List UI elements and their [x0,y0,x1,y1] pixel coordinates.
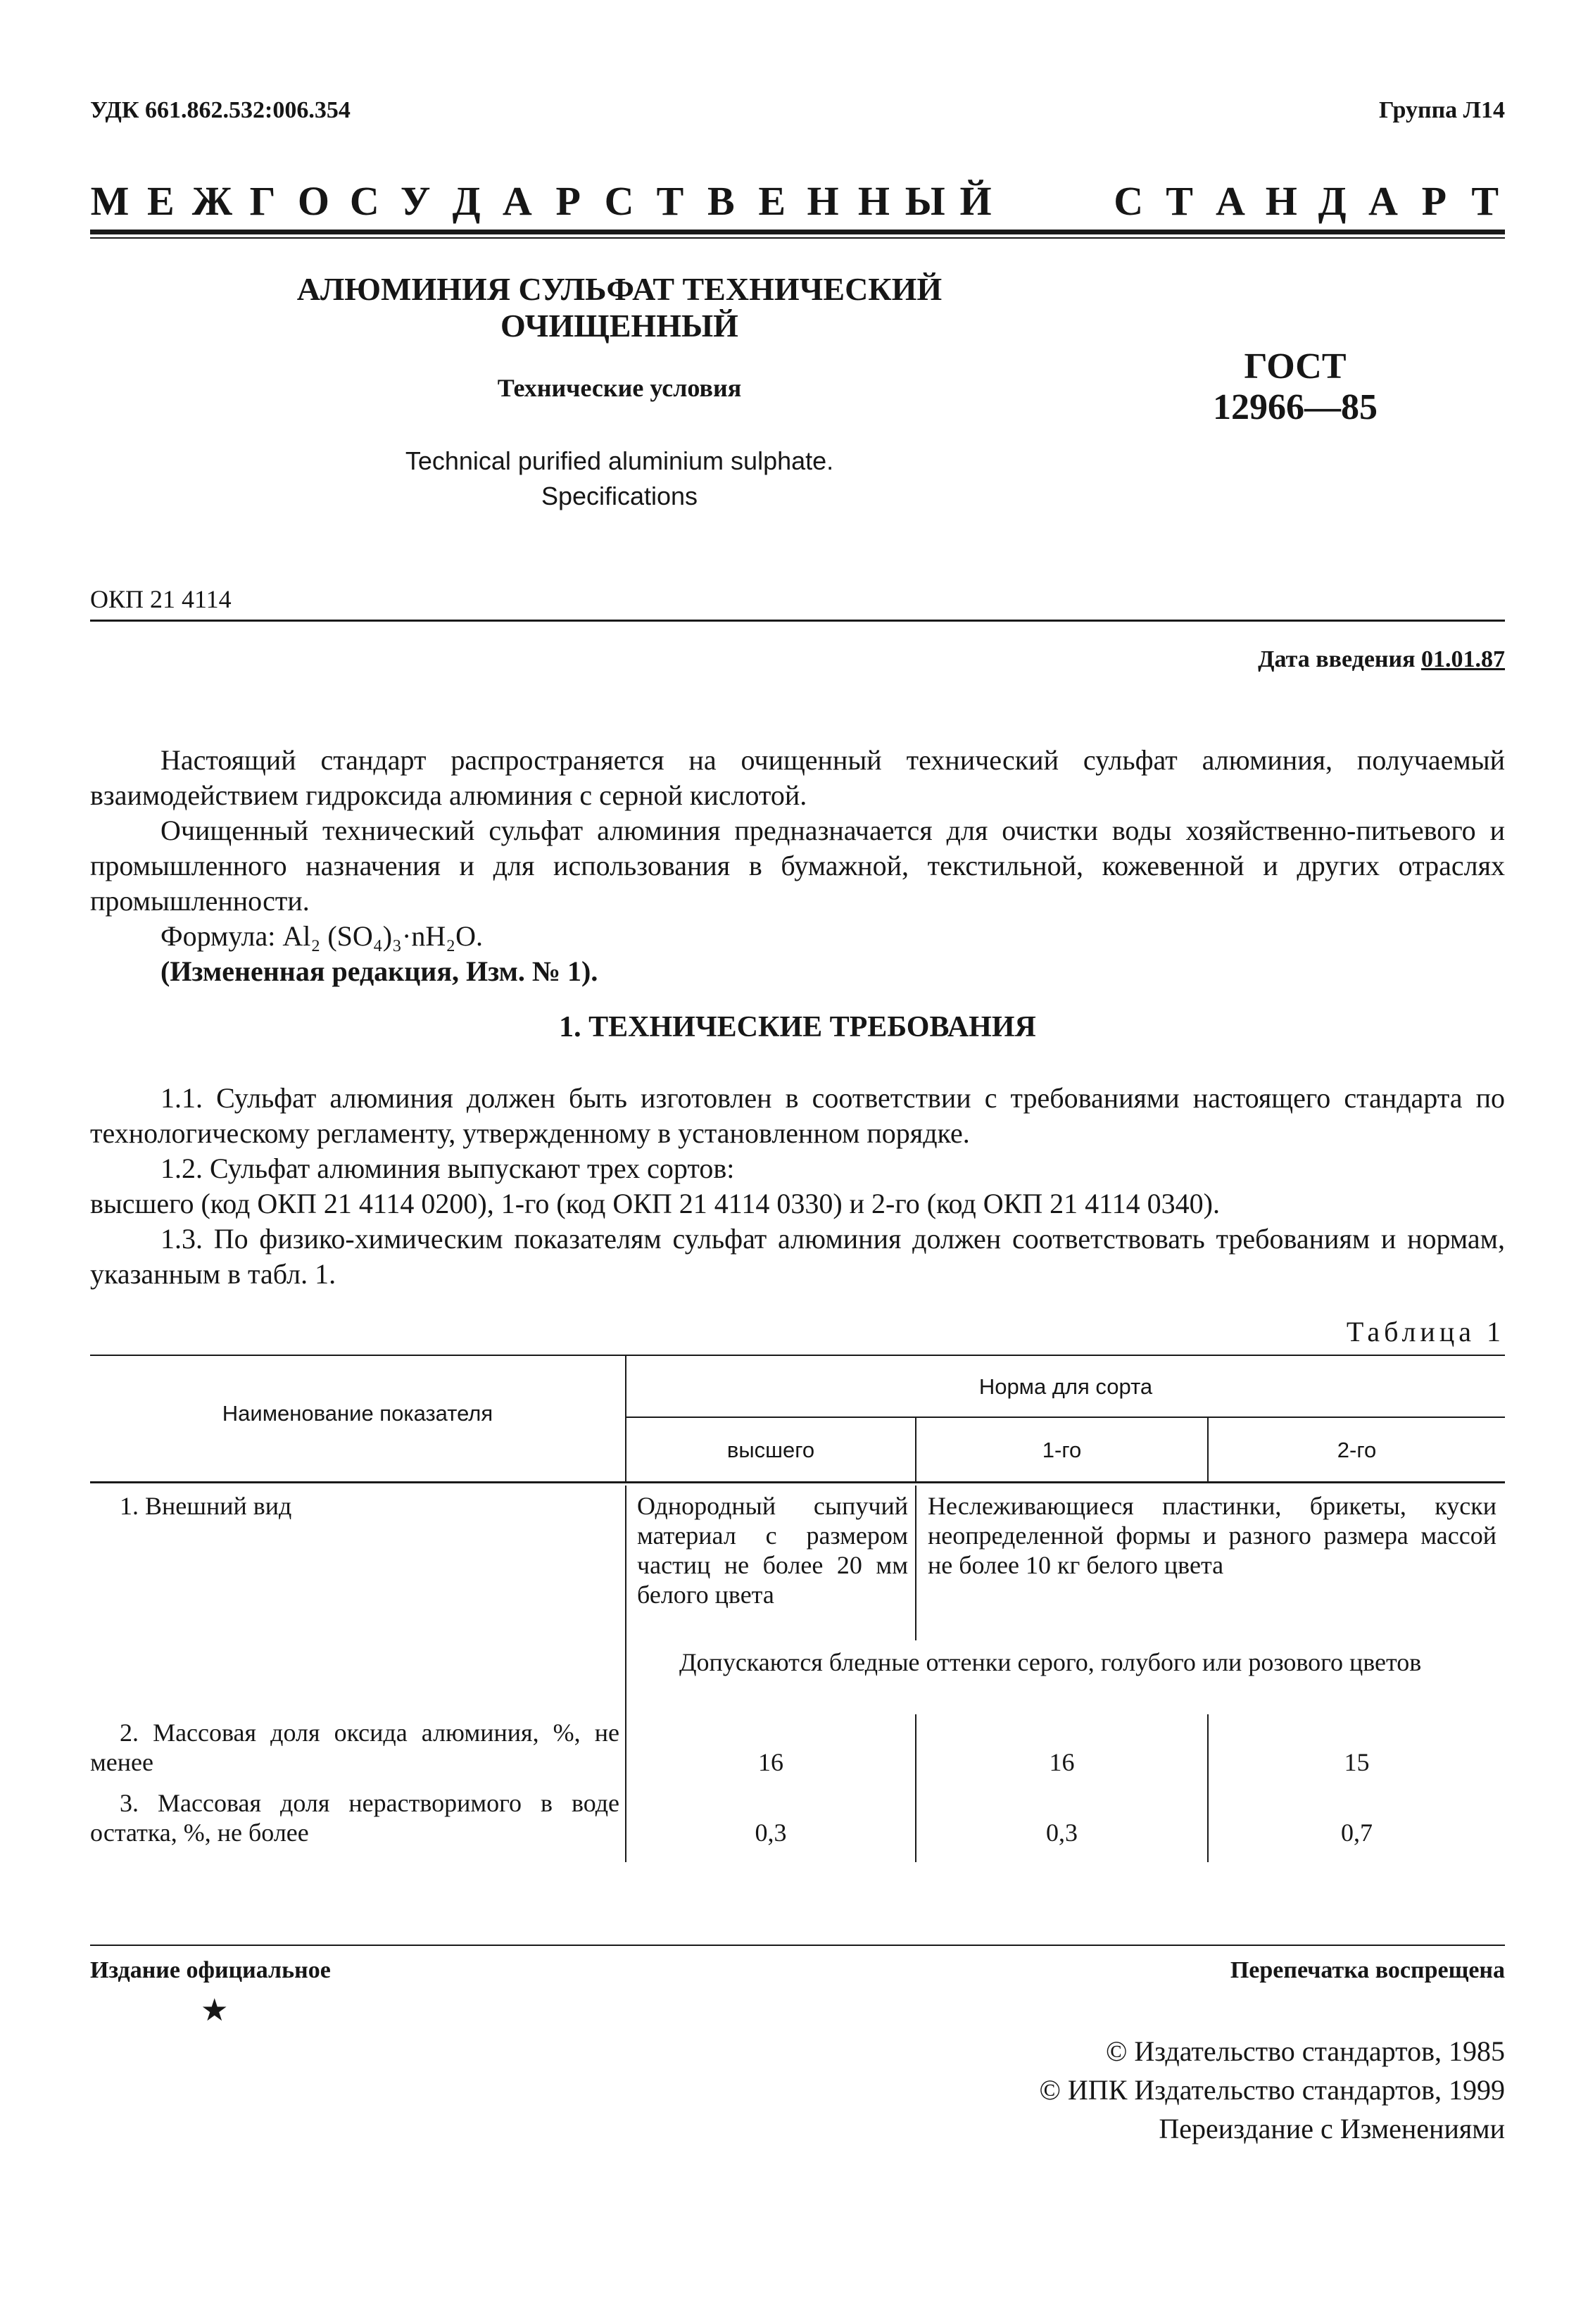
clause-1-2-grades: высшего (код ОКП 21 4114 0200), 1-го (код ОКП 21 4114 0330) и 2-го (код ОКП 21 4114 0340). [90,1188,1220,1219]
clause-1-3: 1.3. По физико-химическим показателям сульфат алюминия должен соответствовать требованиям и нормам, указанным в табл. 1. [90,1223,1505,1290]
heading-letter: Т [656,178,684,224]
table-cell: Однородный сыпучий материал с размером частиц не более 20 мм белого цвета [637,1492,908,1609]
heading-letter: Т [1166,178,1193,224]
date-label: Дата введения [1258,646,1416,672]
intro-paragraph-2: Очищенный технический сульфат алюминия предназначается для очистки воды хозяйственно-питьевого и промышленного назначения и для использования в бумажной, текстильной, кожевенной и других отраслях промышленности. [90,815,1505,917]
english-title-line: Technical purified aluminium sulphate. [405,446,834,475]
copyright-line: © ИПК Издательство стандартов, 1999 [1039,2074,1505,2106]
heading-letter: Ж [191,178,233,224]
section-heading: 1. ТЕХНИЧЕСКИЕ ТРЕБОВАНИЯ [559,1011,1036,1043]
heading-letter: Д [452,178,481,224]
english-title [267,444,971,514]
table-column-divider [915,1486,916,1640]
table-cell: 0,7 [1341,1819,1373,1847]
intro-paragraph-1: Настоящий стандарт распространяется на очищенный технический сульфат алюминия, получаемый взаимодействием гидроксида алюминия с серной кислотой. [90,744,1505,811]
heading-letter: С [349,178,379,224]
table-cell: 0,3 [1046,1819,1078,1847]
gost-designation [1190,346,1401,428]
reprint-notice: Перепечатка воспрещена [1230,1957,1505,1983]
copyright-line: © Издательство стандартов, 1985 [1105,2035,1505,2067]
heading-letter: А [502,178,532,224]
table-top-rule [90,1355,1505,1356]
header-rule [90,230,1505,234]
heading-letter: Г [249,178,276,224]
table-cell: 16 [758,1748,783,1776]
table-cell: 16 [1049,1748,1075,1776]
gost-number: 12966—85 [1213,387,1378,427]
heading-letter: Р [1421,178,1447,224]
title-line: ОЧИЩЕННЫЙ [500,308,738,344]
heading-letter: А [1368,178,1398,224]
formula: Al₂ (SO₄)₃·nH₂O. [282,920,484,952]
column-header-norm: Норма для сорта [978,1374,1153,1399]
header-rule-thin [90,237,1505,239]
table-cell: 0,3 [755,1819,787,1847]
heading-letter [1007,177,1046,225]
heading-letter: О [297,178,329,224]
gost-label: ГОСТ [1244,346,1347,387]
column-header-grade: 1-го [1042,1438,1082,1462]
table-cell-note: Допускаются бледные оттенки серого, голубого или розового цветов [679,1648,1422,1676]
heading-letter: В [707,178,735,224]
okp-code: ОКП 21 4114 [90,585,232,613]
formula-line [90,919,1505,954]
footer-rule [90,1945,1505,1946]
date-value: 01.01.87 [1421,646,1505,672]
table-cell: 15 [1344,1748,1370,1776]
heading-letter: М [90,178,130,224]
column-header-grade: высшего [726,1438,815,1462]
reissue-note: Переиздание с Изменениями [1159,2113,1505,2144]
document-title [267,271,971,344]
column-header-grade: 2-го [1337,1438,1377,1462]
table-grade-rule [626,1417,1505,1418]
okp-rule [90,620,1505,622]
formula-label: Формула: [160,920,276,952]
heading-letter: Н [857,178,890,224]
official-edition: Издание официальное [90,1957,331,1983]
heading-letter [1058,177,1097,225]
table-row-name: 2. Массовая доля оксида алюминия, %, не менее [90,1719,619,1776]
heading-letter: А [1215,178,1245,224]
heading-letter: Д [1318,178,1347,224]
title-line: АЛЮМИНИЯ СУЛЬФАТ ТЕХНИЧЕСКИЙ [296,271,943,307]
group-code: Группа Л14 [1379,97,1505,123]
heading-letter: Т [1471,178,1499,224]
heading-letter: Й [959,178,992,224]
heading-letter: У [400,178,431,224]
heading-letter: С [604,178,634,224]
english-title-line: Specifications [541,482,698,510]
column-header-name: Наименование показателя [222,1401,493,1426]
amendment-note: (Измененная редакция, Изм. № 1). [160,955,598,987]
introduction-date [1258,646,1505,673]
clause-1-2: 1.2. Сульфат алюминия выпускают трех сортов: [160,1152,735,1184]
heading-letter: Р [555,178,581,224]
heading-letter: Ы [905,178,945,224]
clause-1-1: 1.1. Сульфат алюминия должен быть изготовлен в соответствии с требованиями настоящего стандарта по технологическому регламенту, утвержденному в установленном порядке. [90,1082,1505,1149]
interstate-standard-heading [90,177,1505,225]
table-caption: Таблица 1 [1346,1316,1505,1348]
heading-letter: С [1114,178,1144,224]
document-subtitle: Технические условия [497,374,742,402]
heading-letter: Н [807,178,839,224]
table-header-rule [90,1481,1505,1483]
heading-letter: Е [147,178,175,224]
table-row-name: 1. Внешний вид [120,1492,292,1520]
table-cell: Неслеживающиеся пластинки, брикеты, куски неопределенной формы и разного размера массой не более 10 кг белого цвета [928,1492,1496,1579]
table-row-name: 3. Массовая доля нерастворимого в воде остатка, %, не более [90,1789,619,1847]
udk-code: УДК 661.862.532:006.354 [90,97,351,123]
heading-letter: Н [1265,178,1297,224]
table-column-divider [625,1486,626,1862]
heading-letter: Е [758,178,786,224]
star-icon: ★ [201,1993,229,2028]
